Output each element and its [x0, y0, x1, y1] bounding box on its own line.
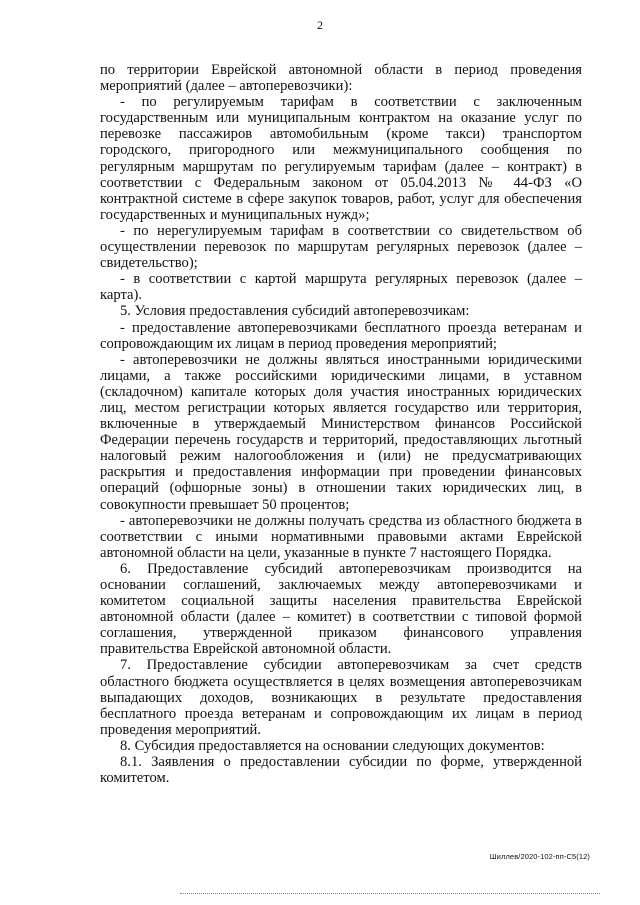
paragraph-section-8: 8. Субсидия предоставляется на основании следующих документов:	[120, 737, 545, 754]
paragraph-section-6: 6. Предоставление субсидий автоперевозчикам производится на основании соглашений, заключаемых между автоперевозчиками и комитетом социальной защиты населения правительства Еврейской автономной области (далее – комитет) в соответствии с типовой формой соглашения, утвержденной приказом финансового управления правительства Еврейской автономной области.	[100, 560, 582, 658]
document-body	[100, 62, 582, 786]
paragraph-route-map: - в соответствии с картой маршрута регулярных перевозок (далее – карта).	[100, 271, 582, 304]
footer-divider	[180, 893, 600, 894]
paragraph-regulated-tariffs: - по регулируемым тарифам в соответствии с заключенным государственным или муниципальным контрактом на оказание услуг по перевозке пассажиров автомобильным (кроме такси) транспортом городского, пригородного или межмуниципального сообщения по регулярным маршрутам по регулируемым тарифам (далее – контракт) в соответствии с Федеральным законом от 05.04.2013 № 44-ФЗ «О контрактной системе в сфере закупок товаров, работ, услуг для обеспечения государственных и муниципальных нужд»;	[100, 94, 582, 223]
paragraph-free-travel-condition: - предоставление автоперевозчиками бесплатного проезда ветеранам и сопровождающим их лицам в период проведения мероприятий;	[100, 319, 582, 352]
document-code: Шиллев/2020-102-пп-С5(12)	[489, 852, 590, 861]
paragraph-budget-funds-condition: - автоперевозчики не должны получать средства из областного бюджета в соответствии с иными нормативными правовыми актами Еврейской автономной области на цели, указанные в пункте 7 настоящего Порядка.	[100, 512, 582, 561]
paragraph-unregulated-tariffs: - по нерегулируемым тарифам в соответствии со свидетельством об осуществлении перевозок по маршрутам регулярных перевозок (далее – свидетельство);	[100, 222, 582, 272]
paragraph-section-7: 7. Предоставление субсидии автоперевозчикам за счет средств областного бюджета осуществляется в целях возмещения автоперевозчикам выпадающих доходов, возникающих в результате предоставления бесплатного проезда ветеранам и сопровождающим их лицам в период проведения мероприятий.	[100, 657, 582, 738]
paragraph-section-8-1: 8.1. Заявления о предоставлении субсидии по форме, утвержденной комитетом.	[100, 754, 582, 787]
paragraph-carriers-intro: по территории Еврейской автономной области в период проведения мероприятий (далее – автоперевозчики):	[100, 62, 582, 95]
paragraph-foreign-entities-condition: - автоперевозчики не должны являться иностранными юридическими лицами, а также российскими юридическими лицами, в уставном (складочном) капитале которых доля участия иностранных юридических лиц, местом регистрации которых является государство или территория, включенные в утверждаемый Министерством финансов Российской Федерации перечень государств и территорий, предоставляющих льготный налоговый режим налогообложения и (или) не предусматривающих раскрытия и предоставления информации при проведении финансовых операций (офшорные зоны) в отношении таких юридических лиц, в совокупности превышает 50 процентов;	[100, 351, 582, 513]
paragraph-section-5-heading: 5. Условия предоставления субсидий автоперевозчикам:	[120, 303, 470, 320]
page-number: 2	[317, 18, 323, 32]
